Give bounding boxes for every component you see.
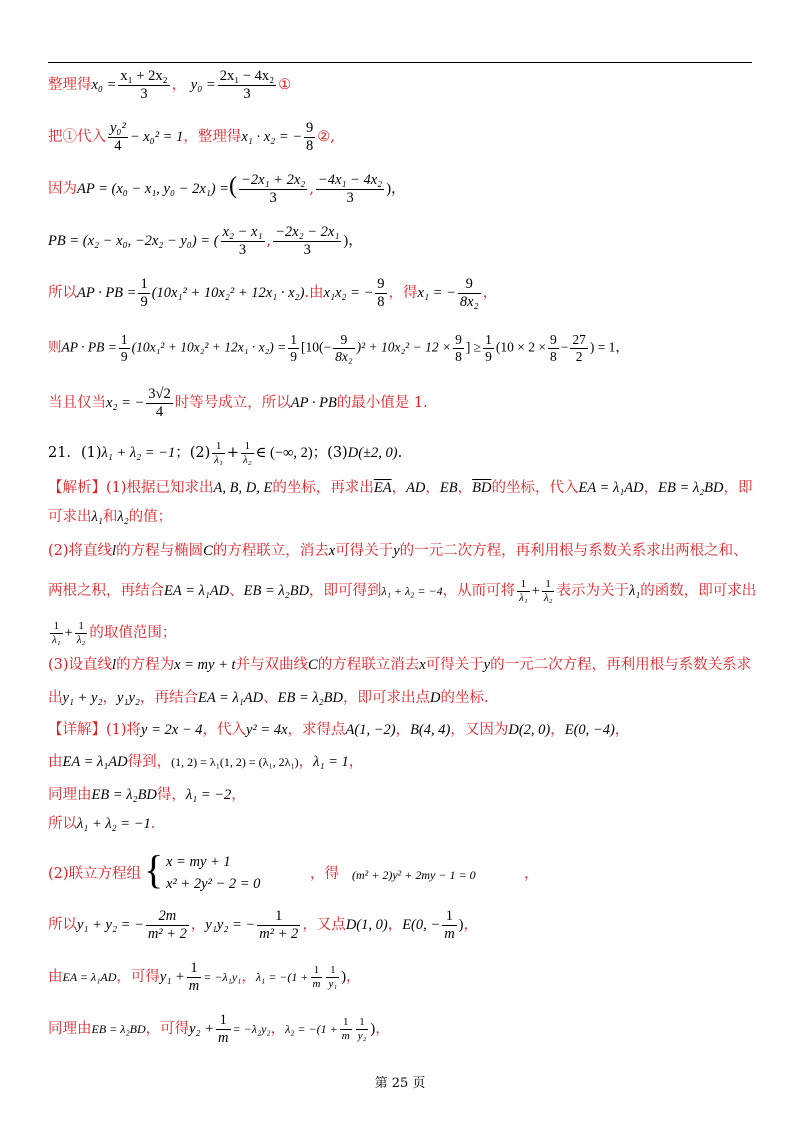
plus-sign: + <box>226 445 240 462</box>
math: EA = λ₁AD <box>578 480 644 496</box>
math: − x₀² = 1 <box>129 129 184 146</box>
math: A(1, −2) <box>345 722 396 738</box>
page-number: 第 25 页 <box>374 1076 426 1091</box>
math: l <box>112 543 117 559</box>
fraction: $\frac{1}{\text{λ₂}}$ <box>76 620 86 646</box>
line-7 <box>48 386 752 420</box>
math: x₂ = − <box>106 395 145 412</box>
fraction: $\frac{1}{\text{y₂}}$ <box>357 1016 367 1042</box>
math: ) = 1， <box>589 339 629 355</box>
math: (10 × 2 × <box>495 339 546 355</box>
math: D(1, 0) <box>345 917 388 934</box>
text: 因为 <box>48 181 77 198</box>
line-4: PB = (x₂ − x₀, −2x₂ − y₀) = ( $\frac{\text{x₂ − x₁}}{3}$ , $\frac{\text{−2x₂ − 2x₁}}{3}$ )， <box>48 224 363 258</box>
line-10: 可求出λ₁和λ₂的值； <box>48 509 173 525</box>
fraction: $\frac{2m}{\text{m² + 2}}$ <box>147 908 187 942</box>
text: )， <box>386 181 406 198</box>
math: = −λ₁y₁ <box>203 970 242 985</box>
fraction: $\frac{1}{\text{m² + 2}}$ <box>259 908 299 942</box>
math: EB = λ₂BD <box>658 480 724 496</box>
math: [10(− <box>301 339 332 355</box>
math: PB = (x₂ − x₀, −2x₂ − y₀) = ( <box>48 233 219 250</box>
line-3: 因为AP = (x₀ − x₁, y₀ − 2x₁) =( $\frac{\text{−2x₁ + 2x₂}}{3}$ , $\frac{\text{−4x₁ − 4x₂}}{3}$ )， <box>48 172 406 206</box>
text: )， <box>343 233 363 250</box>
math: y₂ + <box>189 1021 215 1038</box>
math: EB = λ₂BD <box>277 690 344 706</box>
line-15: 出y₁ + y₂，y₁y₂，再结合EA = λ₁AD、EB = λ₂BD，即可求出点D的坐标. <box>48 690 489 706</box>
math: y = 2x − 4 <box>141 722 203 738</box>
math: x <box>419 657 426 673</box>
math: EA = λ₁AD <box>164 583 230 600</box>
analysis-tag: 【解析】 <box>48 480 106 496</box>
brace: { <box>144 847 164 892</box>
fraction: $\frac{\text{x₂ − x₁}}{3}$ <box>222 224 263 258</box>
line-13: $\frac{1}{\text{λ₁}}$ + $\frac{1}{\text{λ₂}}$ 的取值范围； <box>52 620 177 646</box>
math: λ₁ <box>628 583 641 600</box>
line-11: (2)将直线l的方程与椭圆C的方程联立，消去x可得关于y的一元二次方程，再利用根与系数关系求出两根之和、 <box>48 543 748 559</box>
math: x₁ · x₂ = − <box>241 129 303 146</box>
fraction: $\frac{\text{x₁ + 2x₂}}{3}$ <box>120 68 168 102</box>
math: y <box>483 657 491 673</box>
text: 的坐标，代入 <box>491 480 579 496</box>
fraction: $\frac{1}{\text{λ₂}}$ <box>243 440 252 466</box>
fraction: $\frac{\text{−2x₁ + 2x₂}}{3}$ <box>241 172 306 206</box>
math: λ₁ + λ₂ = −4 <box>381 584 443 599</box>
vector: EB <box>439 480 458 496</box>
fraction: $\frac{1}{9}$ <box>140 276 148 310</box>
math: λ₁ + λ₂ = −1 <box>101 445 176 462</box>
fraction: $\frac{\text{−2x₂ − 2x₁}}{3}$ <box>275 224 340 258</box>
line-18: 同理由EB = λ₂BD得，λ₁ = −2， <box>48 787 246 803</box>
fraction: $\frac{\text{2x₁ − 4x₂}}{3}$ <box>219 68 275 102</box>
math: y² = 4x <box>246 722 288 738</box>
math: EB = λ₂BD <box>243 583 310 600</box>
math: λ₁ + λ₂ = −1 <box>77 816 151 832</box>
math: (1, 2) = λ₁(1, 2) = (λ₁, 2λ₁) <box>171 755 299 769</box>
fraction: $\frac{9}{8}$ <box>455 332 462 364</box>
text: ；(3) <box>312 445 348 462</box>
line-12: 两根之积，再结合EA = λ₁AD、EB = λ₂BD，即可得到λ₁ + λ₂ = −4，从而可将 $\frac{1}{\text{λ₁}}$ + $\frac{1}{\text{λ₂}}$ 表示为关于λ₁的函数，即可求出 <box>48 578 757 604</box>
line-2 <box>48 120 752 154</box>
fraction: $\frac{1}{9}$ <box>485 332 492 364</box>
math: x₁x₂ = − <box>323 285 374 302</box>
vector: AD <box>406 480 426 496</box>
math: λ₂ <box>117 509 129 525</box>
math: E(0, −4) <box>564 722 615 738</box>
fraction: $\frac{\text{y₀²}}{4}$ <box>110 120 126 154</box>
math: C <box>308 657 318 673</box>
fraction: $\frac{1}{\text{λ₁}}$ <box>214 440 223 466</box>
math: EB = λ₂BD <box>91 1022 146 1037</box>
math: C <box>203 543 213 559</box>
text: 把①代入 <box>48 129 106 146</box>
fraction: $\frac{1}{9}$ <box>290 332 298 364</box>
text: 则 <box>48 339 62 356</box>
fraction: $\frac{9}{8}$ <box>306 120 314 154</box>
fraction: $\frac{9}{\text{8x₂}}$ <box>459 276 479 310</box>
math: A, B, D, E <box>213 480 273 496</box>
text: 的坐标，再求出 <box>272 480 374 496</box>
math: (10x₁² + 10x₂² + 12x₁ · x₂) <box>151 285 305 302</box>
circled-mark: ②, <box>317 129 335 146</box>
math: D <box>430 690 441 706</box>
fraction: $\frac{1}{m}$ <box>444 908 455 942</box>
line-19: 所以λ₁ + λ₂ = −1. <box>48 816 156 832</box>
vector: $\overline{BD}$ <box>472 480 492 496</box>
math: = −λ₂y₂ <box>232 1022 271 1037</box>
math: y <box>393 543 400 559</box>
math: y₀ = <box>190 77 216 94</box>
math: (10x₁² + 10x₂² + 12x₁ · x₂) = <box>131 339 287 355</box>
text: ，整理得 <box>183 129 242 146</box>
line-5 <box>48 276 752 310</box>
fraction: $\frac{9}{8}$ <box>549 332 557 364</box>
text: (2)联立方程组 <box>48 866 142 882</box>
line-8 <box>48 440 752 466</box>
line-22: 由EA = λ₁AD，可得y₁ + $\frac{1}{m}$ = −λ₁y₁，λ₁ = −(1 + $\frac{1}{m}$ $\frac{1}{\text{y₁}}$ )， <box>48 960 361 994</box>
fraction: $\frac{1}{\text{λ₁}}$ <box>519 578 528 604</box>
math: D(±2, 0) <box>347 445 398 462</box>
math: − <box>560 339 569 355</box>
math: EA = λ₁AD <box>197 690 264 706</box>
fraction: $\frac{9}{8}$ <box>377 276 385 310</box>
math: ] ≥ <box>465 339 482 355</box>
circled-mark: ① <box>278 77 292 94</box>
fraction: $\frac{27}{2}$ <box>572 332 586 364</box>
fraction: $\frac{\text{−4x₁ − 4x₂}}{3}$ <box>317 172 383 206</box>
math: AP · PB = <box>77 285 137 302</box>
text: (1)根据已知求出 <box>106 480 214 496</box>
math: x₁ = − <box>417 285 456 302</box>
math: y₁ + <box>159 969 185 986</box>
text: (1) <box>80 445 102 462</box>
math: y₁ + y₂ = − <box>77 917 144 934</box>
math: λ₁ = −2 <box>185 787 232 803</box>
math: EA = λ₁AD <box>62 754 128 770</box>
math: y₁y₂ <box>117 690 140 706</box>
math: x₀ = <box>91 77 117 94</box>
line-21: 所以y₁ + y₂ = − $\frac{2m}{\text{m² + 2}}$ ，y₁y₂ = − $\frac{1}{\text{m² + 2}}$ ，又点D(1, 0)，E(0, − $\frac{1}{m}$ )， <box>48 908 479 942</box>
fraction: $\frac{1}{9}$ <box>120 332 128 364</box>
math: y₁ + y₂ <box>62 690 103 706</box>
fraction: $\frac{1}{\text{λ₂}}$ <box>543 578 553 604</box>
math: y₁y₂ = − <box>205 917 256 934</box>
text: 当且仅当 <box>48 395 106 412</box>
fraction: $\frac{1}{m}$ <box>312 964 321 990</box>
text: 整理得 <box>48 77 92 94</box>
line-17: 由EA = λ₁AD得到，(1, 2) = λ₁(1, 2) = (λ₁, 2λ₁)，λ₁ = 1， <box>48 754 364 770</box>
math: λ₁ = −(1 + <box>255 970 309 985</box>
fraction: $\frac{1}{\text{λ₁}}$ <box>52 620 61 646</box>
math: x = my + 1 <box>166 854 231 870</box>
line-9: 【解析】(1)根据已知求出A, B, D, E的坐标，再求出$\overline{EA}$，AD，EB，$\overline{BD}$的坐标，代入EA = λ₁AD，EB = λ₂BD，即 <box>48 480 753 496</box>
line-14: (3)设直线l的方程为x = my + t并与双曲线C的方程联立消去x可得关于y的一元二次方程，再利用根与系数关系求 <box>48 657 752 673</box>
question-number: 21． <box>48 445 81 462</box>
math: EA = λ₁AD <box>62 970 117 985</box>
line-20 <box>48 847 752 896</box>
line-16: 【详解】(1)将y = 2x − 4，代入y² = 4x，求得点A(1, −2)，B(4, 4)，又因为D(2, 0)，E(0, −4)， <box>48 722 630 738</box>
math: AP · PB = <box>61 339 117 355</box>
fraction: $\frac{1}{m}$ <box>218 1012 229 1046</box>
text: 时等号成立，所以 <box>174 395 291 412</box>
line-6 <box>48 332 752 364</box>
text: ，得 <box>310 866 339 882</box>
math: E(0, − <box>402 917 441 934</box>
fraction: $\frac{1}{m}$ <box>341 1016 350 1042</box>
math: x <box>328 543 336 559</box>
line-1: 整理得x₀ = $\frac{\text{x₁ + 2x₂}}{3}$ ， y₀ = $\frac{\text{2x₁ − 4x₂}}{3}$ ① <box>48 68 292 102</box>
text: ；(2) <box>175 445 211 462</box>
line-23: 同理由EB = λ₂BD，可得y₂ + $\frac{1}{m}$ = −λ₂y₂，λ₂ = −(1 + $\frac{1}{m}$ $\frac{1}{\text{y₂}}$ )， <box>48 1012 390 1046</box>
math: l <box>112 657 117 673</box>
vector: $\overline{EA}$ <box>373 480 392 496</box>
fraction: $\frac{1}{m}$ <box>188 960 200 994</box>
math: x = my + t <box>174 657 236 673</box>
math: AP · PB <box>290 395 337 412</box>
math: λ₂ = −(1 + <box>285 1022 338 1037</box>
header-rule <box>48 62 752 63</box>
math: x² + 2y² − 2 = 0 <box>166 876 261 892</box>
detail-tag: 【详解】 <box>48 722 106 738</box>
text: 所以 <box>48 285 77 302</box>
text: . <box>397 445 403 462</box>
math: λ₁ = 1 <box>313 754 349 770</box>
math: AP = (x₀ − x₁, y₀ − 2x₁) = <box>77 181 230 198</box>
fraction: $\frac{9}{\text{8x₂}}$ <box>335 332 353 364</box>
text: ，即 <box>723 480 753 496</box>
text: .由 <box>304 285 324 302</box>
fraction: $\frac{3√2}{4}$ <box>148 386 171 420</box>
fraction: $\frac{1}{\text{y₁}}$ <box>328 964 338 990</box>
text: ，得 <box>388 285 418 302</box>
math: (m² + 2)y² + 2my − 1 = 0 <box>352 868 476 882</box>
text: ， <box>524 866 539 882</box>
text: 的最小值是 1. <box>336 395 428 412</box>
math: B(4, 4) <box>410 722 451 738</box>
math: ∈ (−∞, 2) <box>255 445 313 462</box>
math: D(2, 0) <box>508 722 551 738</box>
math: EB = λ₂BD <box>91 787 157 803</box>
math: λ₁ <box>91 509 103 525</box>
math: )² + 10x₂² − 12 × <box>356 339 452 355</box>
text: ， <box>482 285 498 302</box>
